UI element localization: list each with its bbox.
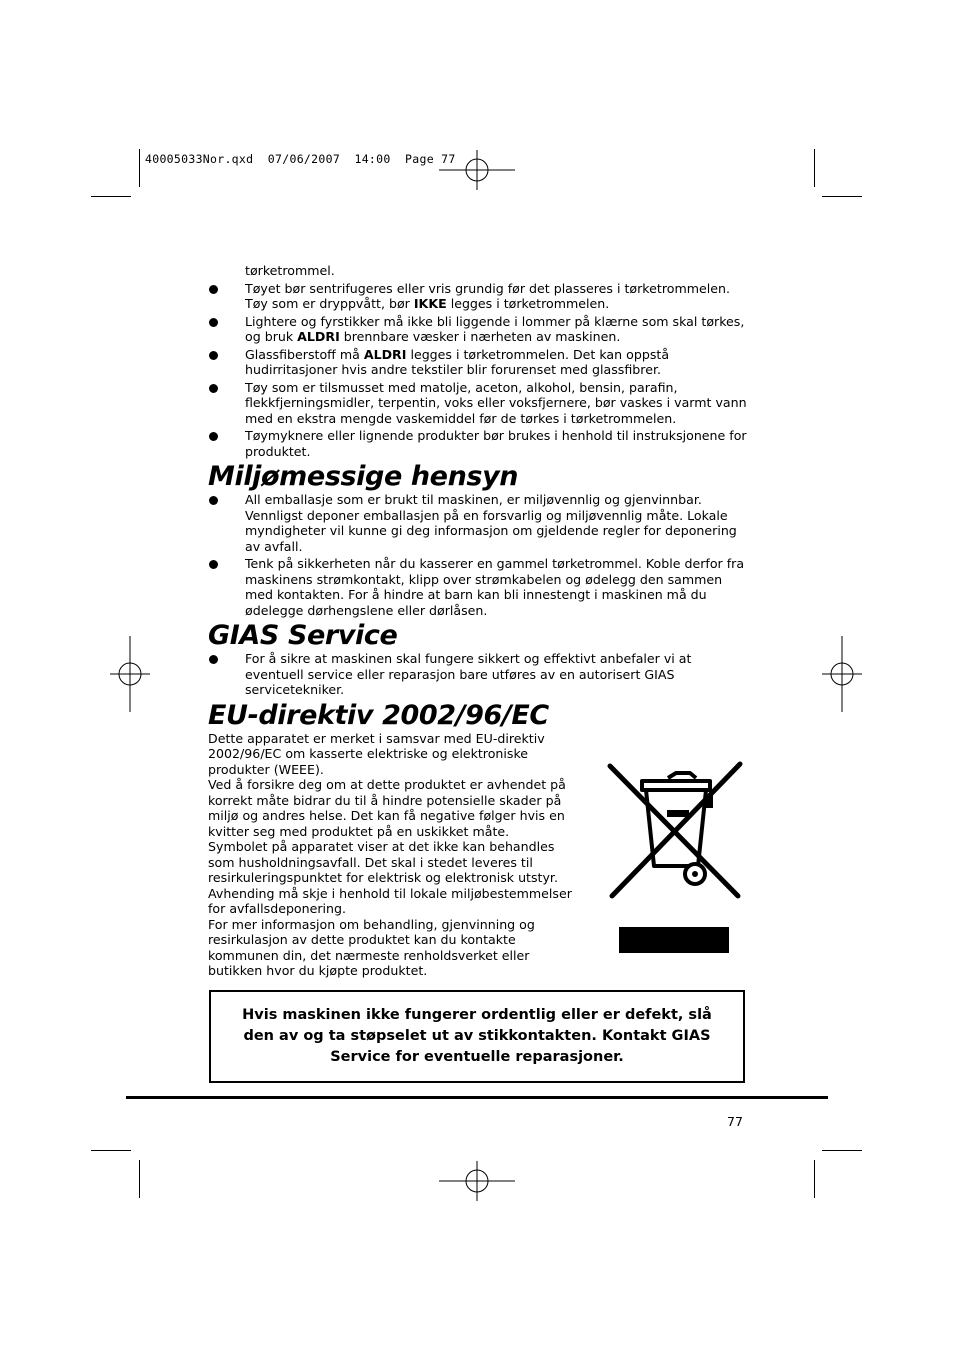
crop-mark — [814, 149, 815, 187]
page-number: 77 — [727, 1114, 743, 1129]
bullet-icon — [209, 560, 218, 569]
registration-mark-icon — [804, 636, 880, 712]
list-item: Tøymyknere eller lignende produkter bør brukes i henhold til instruksjonene for produktet. — [208, 428, 748, 459]
crop-mark — [814, 1160, 815, 1198]
section-heading-service: GIAS Service — [208, 620, 398, 651]
crop-mark — [822, 1150, 862, 1151]
list-item: All emballasje som er brukt til maskinen, er miljøvennlig og gjenvinnbar. Vennligst deponer emballasjen på en forsvarlig og miljøvennlig måte. Lokale myndigheter vil kunne gi deg informasjon om gjeldende regler for deponering av avfall. — [208, 492, 748, 554]
bullet-icon — [209, 655, 218, 664]
weee-paragraph: For mer informasjon om behandling, gjenvinning og resirkulasjon av dette produktet kan du kontakte kommunen din, det nærmeste renholdsverket eller butikken hvor du kjøpte produktet. — [208, 916, 535, 978]
weee-paragraph: Dette apparatet er merket i samsvar med EU-direktiv 2002/96/EC om kasserte elektriske og elektroniske produkter (WEEE). — [208, 730, 545, 777]
weee-paragraph: Avhending må skje i henhold til lokale miljøbestemmelser for avfallsdeponering. — [208, 885, 572, 916]
bullet-icon — [209, 285, 218, 294]
crop-mark — [822, 196, 862, 197]
print-slug: 40005033Nor.qxd 07/06/2007 14:00 Page 77 — [145, 152, 456, 166]
registration-mark-icon — [92, 636, 168, 712]
crop-mark — [139, 1160, 140, 1198]
bullet-icon — [209, 318, 218, 327]
weee-marking-bar — [619, 927, 729, 953]
list-item: Glassfiberstoff må ALDRI legges i tørketrommelen. Det kan oppstå hudirritasjoner hvis andre tekstiler blir forurenset med glassfibrer. — [208, 347, 748, 378]
bullet-icon — [209, 496, 218, 505]
safety-bullet-list — [208, 281, 748, 460]
registration-mark-icon — [439, 1143, 515, 1219]
list-item: Tøy som er tilsmusset med matolje, aceton, alkohol, bensin, parafin, flekkfjerningsmidler, terpentin, voks eller voksfjernere, bør vaskes i varmt vann med en ekstra mengde vaskemiddel før de tørkes i tørketrommelen. — [208, 380, 748, 427]
footer-rule — [126, 1096, 828, 1099]
warning-box — [209, 990, 745, 1083]
list-item: Tøyet bør sentrifugeres eller vris grundig før det plasseres i tørketrommelen. Tøy som er dryppvått, bør IKKE legges i tørketrommelen. — [208, 281, 748, 312]
bullet-icon — [209, 432, 218, 441]
crop-mark — [139, 149, 140, 187]
bullet-icon — [209, 351, 218, 360]
weee-paragraph: Ved å forsikre deg om at dette produktet er avhendet på korrekt måte bidrar du til å hindre potensielle skader på miljø og andres helse. Det kan få negative følger hvis en kvitter seg med produktet på en uskikket måte. — [208, 777, 566, 839]
section-heading-weee: EU-direktiv 2002/96/EC — [208, 699, 549, 731]
list-item: Tenk på sikkerheten når du kasserer en gammel tørketrommel. Koble derfor fra maskinens strømkontakt, klipp over strømkabelen og ødelegg den sammen med kontakten. For å hindre at barn kan bli innestengt i maskinen må du ødelegge dørhengslene eller dørlåsen. — [208, 556, 748, 618]
crossed-out-wheelie-bin-icon — [606, 760, 744, 900]
list-item: Lightere og fyrstikker må ikke bli liggende i lommer på klærne som skal tørkes, og bruk ALDRI brennbare væsker i nærheten av maskinen. — [208, 314, 748, 345]
list-item: For å sikre at maskinen skal fungere sikkert og effektivt anbefaler vi at eventuell service eller reparasjon bare utføres av en autorisert GIAS servicetekniker. — [208, 651, 748, 698]
bullet-icon — [209, 384, 218, 393]
crop-mark — [91, 1150, 131, 1151]
warning-text: Hvis maskinen ikke fungerer ordentlig eller er defekt, slå den av og ta støpselet ut av stikkontakten. Kontakt GIAS Service for eventuelle reparasjoner. — [242, 1007, 712, 1065]
section-heading-environment: Miljømessige hensyn — [208, 461, 519, 492]
registration-mark-icon — [439, 132, 515, 208]
weee-paragraph: Symbolet på apparatet viser at det ikke kan behandles som husholdningsavfall. Det skal i stedet leveres til resirkuleringspunktet for elektrisk og elektronisk utstyr. — [208, 839, 558, 885]
environment-bullet-list — [208, 492, 748, 618]
service-bullet-list — [208, 651, 748, 698]
intro-continuation: tørketrommel. — [245, 263, 335, 278]
crop-mark — [91, 196, 131, 197]
